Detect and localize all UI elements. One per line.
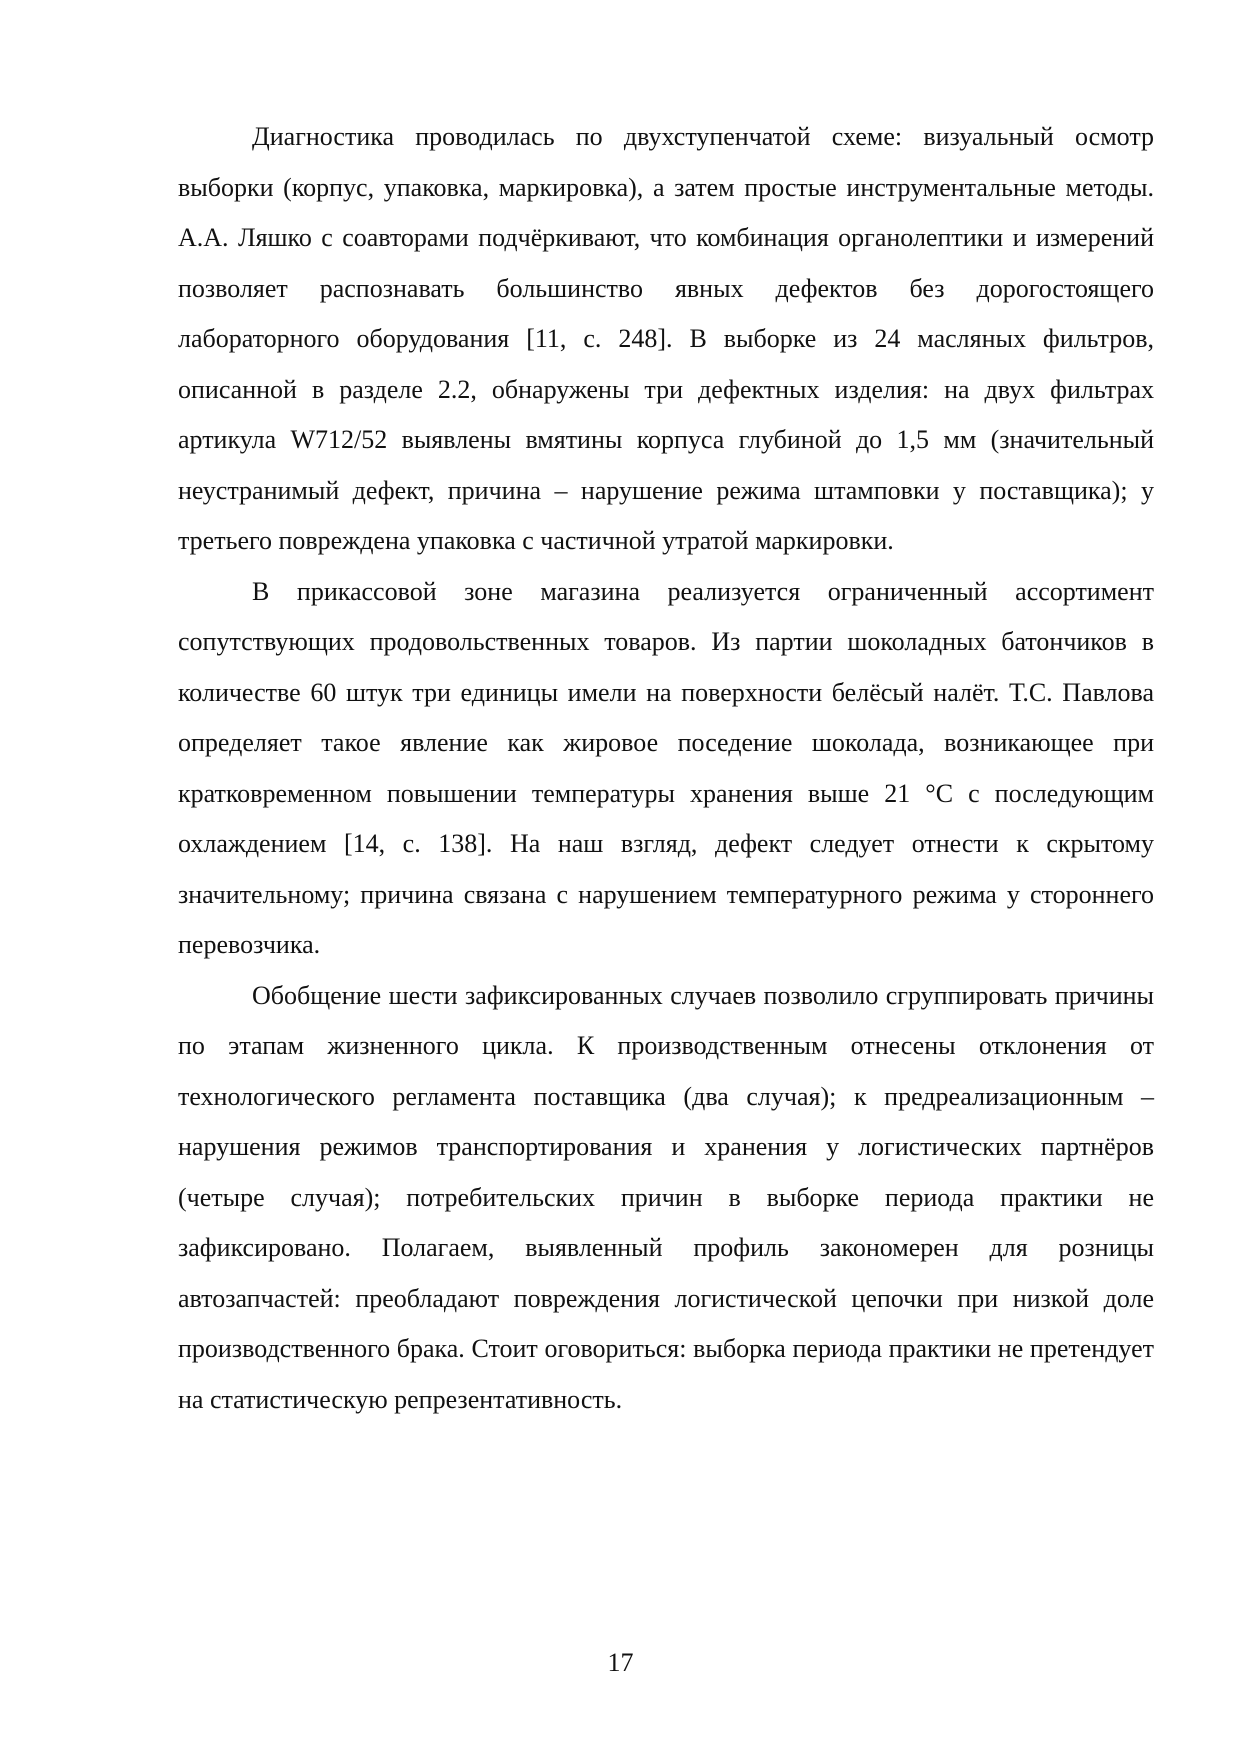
paragraph-summary: Обобщение шести зафиксированных случаев позволило сгруппировать причины по этапам жизненного цикла. К производственным отнесены отклонения от технологического регламента поставщика (два случая); к предреализационным – нарушения режимов транспортирования и хранения у логистических партнёров (четыре случая); потребительских причин в выборке периода практики не зафиксировано. Полагаем, выявленный профиль закономерен для розницы автозапчастей: преобладают повреждения логистической цепочки при низкой доле производственного брака. Стоит оговориться: выборка периода практики не претендует на статистическую репрезентативность. (178, 980, 1154, 1414)
page-number: 17 (607, 1648, 634, 1677)
paragraph-checkout-zone: В прикассовой зоне магазина реализуется ограниченный ассортимент сопутствующих продовольственных товаров. Из партии шоколадных батончиков в количестве 60 штук три единицы имели на поверхности белёсый налёт. Т.С. Павлова определяет такое явление как жировое поседение шоколада, возникающее при кратковременном повышении температуры хранения выше 21 °С с последующим охлаждением [14, с. 138]. На наш взгляд, дефект следует отнести к скрытому значительному; причина связана с нарушением температурного режима у стороннего перевозчика. (178, 576, 1154, 959)
paragraph-diagnostics: Диагностика проводилась по двухступенчатой схеме: визуальный осмотр выборки (корпус, упаковка, маркировка), а затем простые инструментальные методы. А.А. Ляшко с соавторами подчёркивают, что комбинация органолептики и измерений позволяет распознавать большинство явных дефектов без дорогостоящего лабораторного оборудования [11, с. 248]. В выборке из 24 масляных фильтров, описанной в разделе 2.2, обнаружены три дефектных изделия: на двух фильтрах артикула W712/52 выявлены вмятины корпуса глубиной до 1,5 мм (значительный неустранимый дефект, причина – нарушение режима штамповки у поставщика); у третьего повреждена упаковка с частичной утратой маркировки. (178, 122, 1154, 555)
body-text (178, 112, 1154, 1425)
